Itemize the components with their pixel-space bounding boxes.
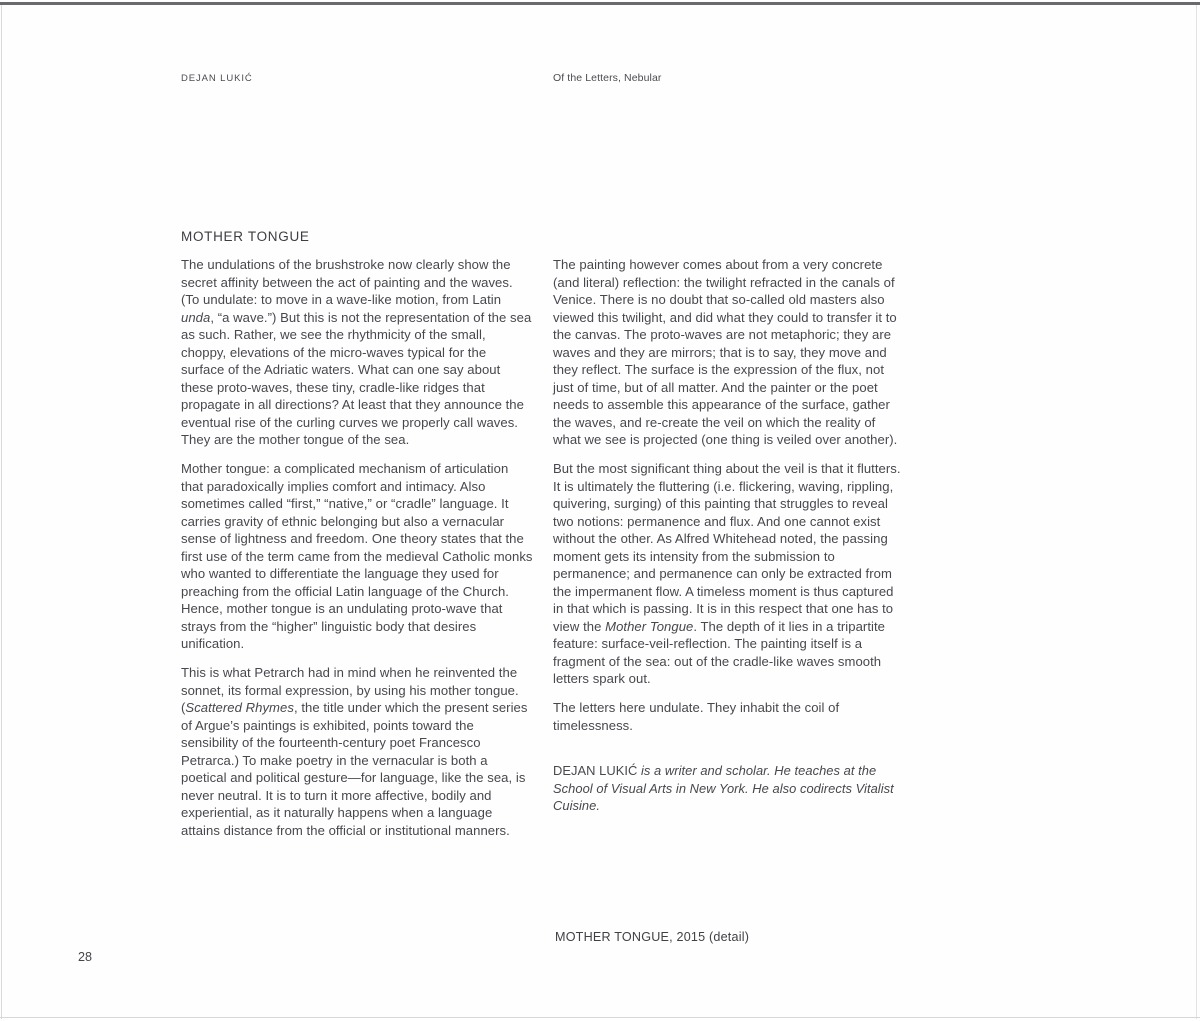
page-top-rule: [0, 2, 1200, 5]
essay-right-column-text: [553, 256, 905, 734]
article-title: MOTHER TONGUE: [181, 229, 310, 244]
scan-edge-left: [1, 5, 2, 1019]
paragraph: Mother tongue: a complicated mechanism of articulation that paradoxically implies comfort and intimacy. Also sometimes called “first,” “native,” or “cradle” language. It carries gravity of ethnic belonging but also a vernacular sense of lightness and freedom. One theory states that the first use of the term came from the medieval Catholic monks who wanted to differentiate the language they used for preaching from the official Latin language of the Church. Hence, mother tongue is an undulating proto-wave that strays from the “higher” linguistic body that desires unification.: [181, 461, 533, 651]
essay-left-column: [181, 256, 533, 851]
paragraph: The undulations of the brushstroke now clearly show the secret affinity between the act of painting and the waves. (To undulate: to move in a wave-like motion, from Latin unda, “a wave.”) But this is not the representation of the sea as such. Rather, we see the rhythmicity of the small, choppy, elevations of the micro-waves typical for the surface of the Adriatic waters. What can one say about these proto-waves, these tiny, cradle-like ridges that propagate in all directions? At least that they announce the eventual rise of the curling curves we properly call waves. They are the mother tongue of the sea.: [181, 257, 532, 447]
scan-edge-right: [1196, 5, 1197, 1019]
paragraph: DEJAN LUKIĆ is a writer and scholar. He teaches at the School of Visual Arts in New York. He also codirects Vitalist Cuisine.: [553, 763, 894, 813]
paragraph: This is what Petrarch had in mind when he reinvented the sonnet, its formal expression, by using his mother tongue. (Scattered Rhymes, the title under which the present series of Argue’s paintings is exhibited, points toward the sensibility of the fourteenth-century poet Francesco Petrarca.) To make poetry in the vernacular is both a poetical and political gesture—for language, like the sea, is never neutral. It is to turn it more affective, bodily and experiential, as it naturally happens when a language attains distance from the official or institutional manners.: [181, 665, 528, 838]
running-header-publication: Of the Letters, Nebular: [553, 72, 662, 84]
paragraph: The letters here undulate. They inhabit the coil of timelessness.: [553, 700, 840, 733]
running-header-author: DEJAN LUKIĆ: [181, 73, 253, 84]
author-bio: [553, 762, 905, 815]
paragraph: The painting however comes about from a very concrete (and literal) reflection: the twilight refracted in the canals of Venice. There is no doubt that so-called old masters also viewed this twilight, and did what they could to transfer it to the canvas. The proto-waves are not metaphoric; they are waves and they are mirrors; that is to say, they move and they reflect. The surface is the expression of the flux, not just of time, but of all matter. And the painter or the poet needs to assemble this appearance of the surface, gather the waves, and re-create the veil on which the reality of what we see is projected (one thing is veiled over another).: [553, 257, 898, 447]
scan-edge-bottom: [0, 1017, 1200, 1018]
page-number: 28: [78, 950, 93, 964]
artwork-caption: MOTHER TONGUE, 2015 (detail): [555, 930, 750, 944]
essay-right-column: [553, 256, 905, 815]
paragraph: But the most significant thing about the veil is that it flutters. It is ultimately the fluttering (i.e. flickering, waving, rippling, quivering, surging) of this painting that struggles to reveal two notions: permanence and flux. And one cannot exist without the other. As Alfred Whitehead noted, the passing moment gets its intensity from the submission to permanence; and permanence can only be extracted from the impermanent flow. A timeless moment is thus captured in that which is passing. It is in this respect that one has to view the Mother Tongue. The depth of it lies in a tripartite feature: surface-veil-reflection. The painting itself is a fragment of the sea: out of the cradle-like waves smooth letters spark out.: [553, 461, 901, 686]
